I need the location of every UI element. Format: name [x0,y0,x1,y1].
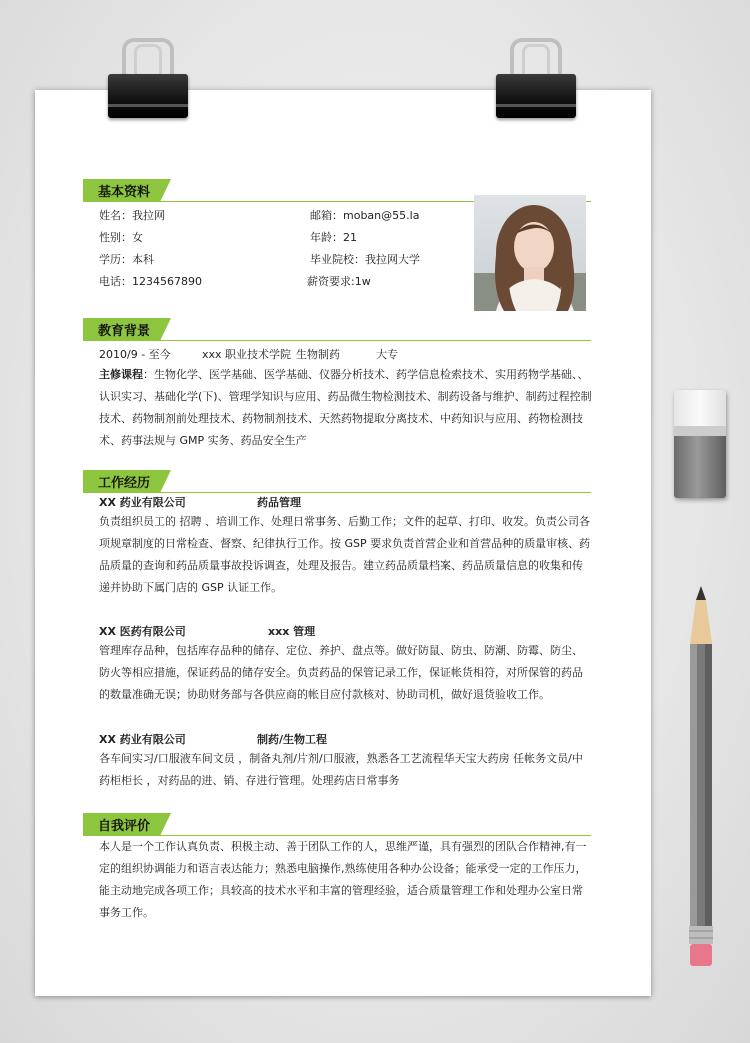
work-position: 制药/生物工程 [257,733,328,746]
education-major: 生物制药 [296,348,340,361]
work-company: XX 医药有限公司 [99,625,186,638]
salary-field: 薪资要求:1w [307,275,371,288]
profile-photo [474,195,586,311]
school-field: 毕业院校：我拉网大学 [310,253,420,266]
work-description: 负责组织员工的 招聘 、培训工作、处理日常事务、后勤工作；文件的起草、打印、收发。负责公司各项规章制度的日常检查、督察、纪律执行工作。按 GSP 要求负责首营企业和首营品种的质量审核、药品质量的查询和药品质量事故投诉调查，处理及报告。建立药品质量档案、药品质量信息的收集和传递并协助下属门店的 GSP 认证工作。 [99,515,591,594]
section-title-self-evaluation: 自我评价 [83,813,171,835]
gender-field: 性别：女 [99,231,143,244]
age-field: 年龄：21 [310,231,357,244]
work-position: 药品管理 [257,496,301,509]
education-courses [99,364,593,452]
work-company: XX 药业有限公司 [99,733,186,746]
work-company: XX 药业有限公司 [99,496,186,509]
section-divider [83,492,591,493]
courses-text: ：生物化学、医学基础、医学基础、仪器分析技术、药学信息检索技术、实用药物学基础、、认识实习、基础化学(下)、管理学知识与应用、药品微生物检测技术、制药设备与维护、制药过程控制技术、药物制剂前处理技术、药物制剂技术、天然药物提取分离技术、中药知识与应用、药物检测技术、药事法规与 GMP 实务、药品安全生产 [99,368,592,447]
email-field: 邮箱：moban@55.la [310,209,420,222]
binder-clip-right [496,38,576,120]
education-level: 大专 [376,348,398,361]
education-period: 2010/9 - 至今 [99,348,171,361]
eraser-image [674,390,726,498]
pencil-image [688,586,714,971]
binder-clip-left [108,38,188,120]
self-evaluation-text: 本人是一个工作认真负责、积极主动、善于团队工作的人，思维严谨，具有强烈的团队合作精神,有一定的组织协调能力和语言表达能力；熟悉电脑操作,熟练使用各种办公设备；能承受一定的工作压力，能主动地完成各项工作；具较高的技术水平和丰富的管理经验，适合质量管理工作和处理办公室日常事务工作。 [99,840,587,919]
degree-field: 学历：本科 [99,253,154,266]
phone-field: 电话：1234567890 [99,275,202,288]
work-description: 各车间实习/口服液车间文员 ，制备丸剂/片剂/口服液，熟悉各工艺流程华天宝大药房 任帐务文员/中药柜柜长 ，对药品的进、销、存进行管理。处理药店日常事务 [99,752,583,787]
section-title-education: 教育背景 [83,318,171,340]
section-title-basic: 基本资料 [83,179,171,201]
section-title-work: 工作经历 [83,470,171,492]
courses-label: 主修课程 [99,368,143,381]
work-position: xxx 管理 [268,625,316,638]
section-divider [83,340,591,341]
name-field: 姓名：我拉网 [99,209,165,222]
work-description: 管理库存品种，包括库存品种的储存、定位、养护、盘点等。做好防鼠、防虫、防潮、防霉、防尘、防火等相应措施，保证药品的储存安全。负责药品的保管记录工作，保证帐货相符，对所保管的药品的数量准确无误；协助财务部与各供应商的帐目应付款核对、协助司机，做好退货验收工作。 [99,644,583,701]
education-school: xxx 职业技术学院 [202,348,292,361]
